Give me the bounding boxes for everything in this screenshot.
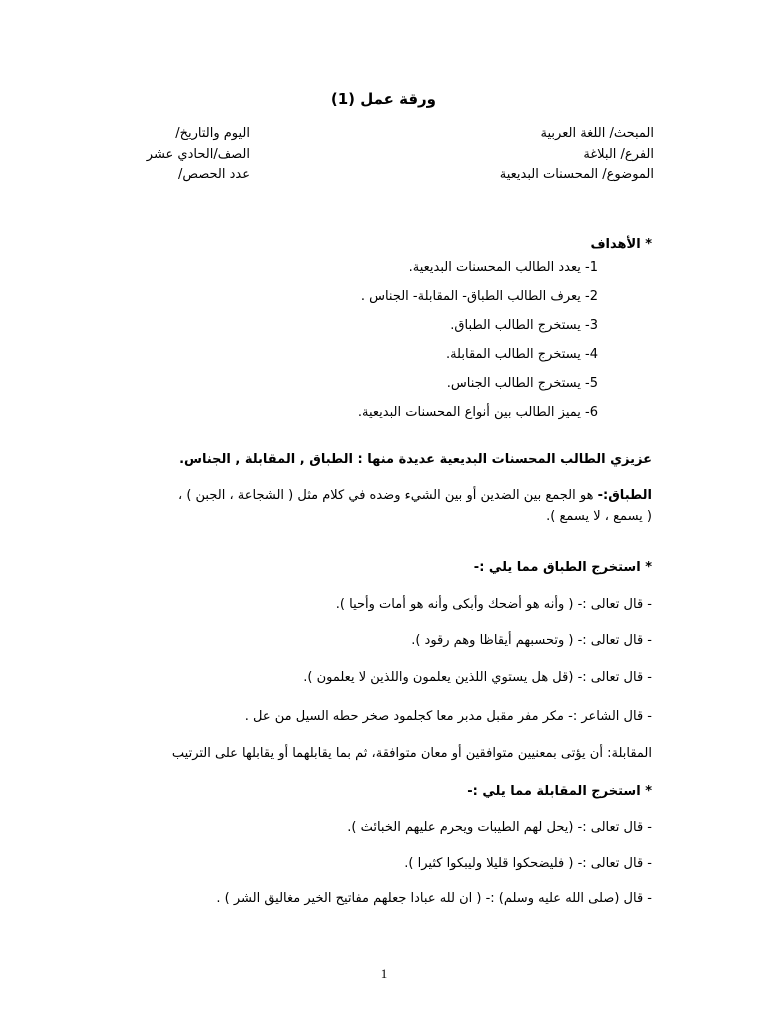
tibaq-def-line2: ( يسمع ، لا يسمع ). [546, 509, 652, 524]
tibaq-exercise-heading: * استخرج الطباق مما يلي :- [473, 560, 652, 575]
objective-item: 6- يميز الطالب بين أنواع المحسنات البديعية. [357, 405, 598, 420]
objective-item: 1- يعدد الطالب المحسنات البديعية. [408, 260, 598, 275]
page-number: 1 [380, 966, 388, 981]
tibaq-term: الطباق:- [597, 488, 652, 503]
objective-item: 3- يستخرج الطالب الطباق. [450, 318, 598, 333]
objective-item: 4- يستخرج الطالب المقابلة. [445, 347, 598, 362]
objective-item: 5- يستخرج الطالب الجناس. [446, 376, 598, 391]
intro-text: عزيزي الطالب المحسنات البديعية عديدة منها : الطباق , المقابلة , الجناس. [179, 452, 652, 467]
tibaq-def-line1: هو الجمع بين الضدين أو بين الشيء وضده في كلام مثل ( الشجاعة ، الجبن ) ، [178, 488, 598, 503]
header-date: اليوم والتاريخ/ [175, 126, 250, 141]
worksheet-title: ورقة عمل (1) [330, 90, 436, 108]
objectives-heading: * الأهداف [590, 237, 652, 252]
muqabala-exercise-heading: * استخرج المقابلة مما يلي :- [467, 784, 652, 799]
header-subject: المبحث/ اللغة العربية [540, 126, 654, 141]
tibaq-definition [178, 487, 652, 505]
header-topic: الموضوع/ المحسنات البديعية [499, 167, 654, 182]
tibaq-example: - قال تعالى :- ( وأنه هو أضحك وأبكى وأنه هو أمات وأحيا ). [335, 597, 652, 612]
objective-item: 2- يعرف الطالب الطباق- المقابلة- الجناس . [360, 289, 598, 304]
muqabala-definition: المقابلة: أن يؤتى بمعنيين متوافقين أو معان متوافقة، ثم بما يقابلهما أو يقابلها على الترتيب [171, 746, 652, 761]
muqabala-example: - قال تعالى :- (يحل لهم الطيبات ويحرم عليهم الخبائث ). [347, 820, 652, 835]
muqabala-example: - قال (صلى الله عليه وسلم) :- ( ان لله عبادا جعلهم مفاتيح الخير مغاليق الشر ) . [216, 891, 652, 906]
header-grade: الصف/الحادي عشر [146, 147, 250, 162]
tibaq-example: - قال تعالى :- (قل هل يستوي اللذين يعلمون واللذين لا يعلمون ). [303, 670, 652, 685]
header-branch: الفرع/ البلاغة [583, 147, 654, 162]
tibaq-example: - قال تعالى :- ( وتحسبهم أيقاظا وهم رقود ). [411, 633, 652, 648]
header-periods: عدد الحصص/ [177, 167, 250, 182]
tibaq-example: - قال الشاعر :- مكر مفر مقبل مدبر معا كجلمود صخر حطه السيل من عل . [244, 709, 652, 724]
muqabala-example: - قال تعالى :- ( فليضحكوا قليلا وليبكوا كثيرا ). [404, 856, 652, 871]
